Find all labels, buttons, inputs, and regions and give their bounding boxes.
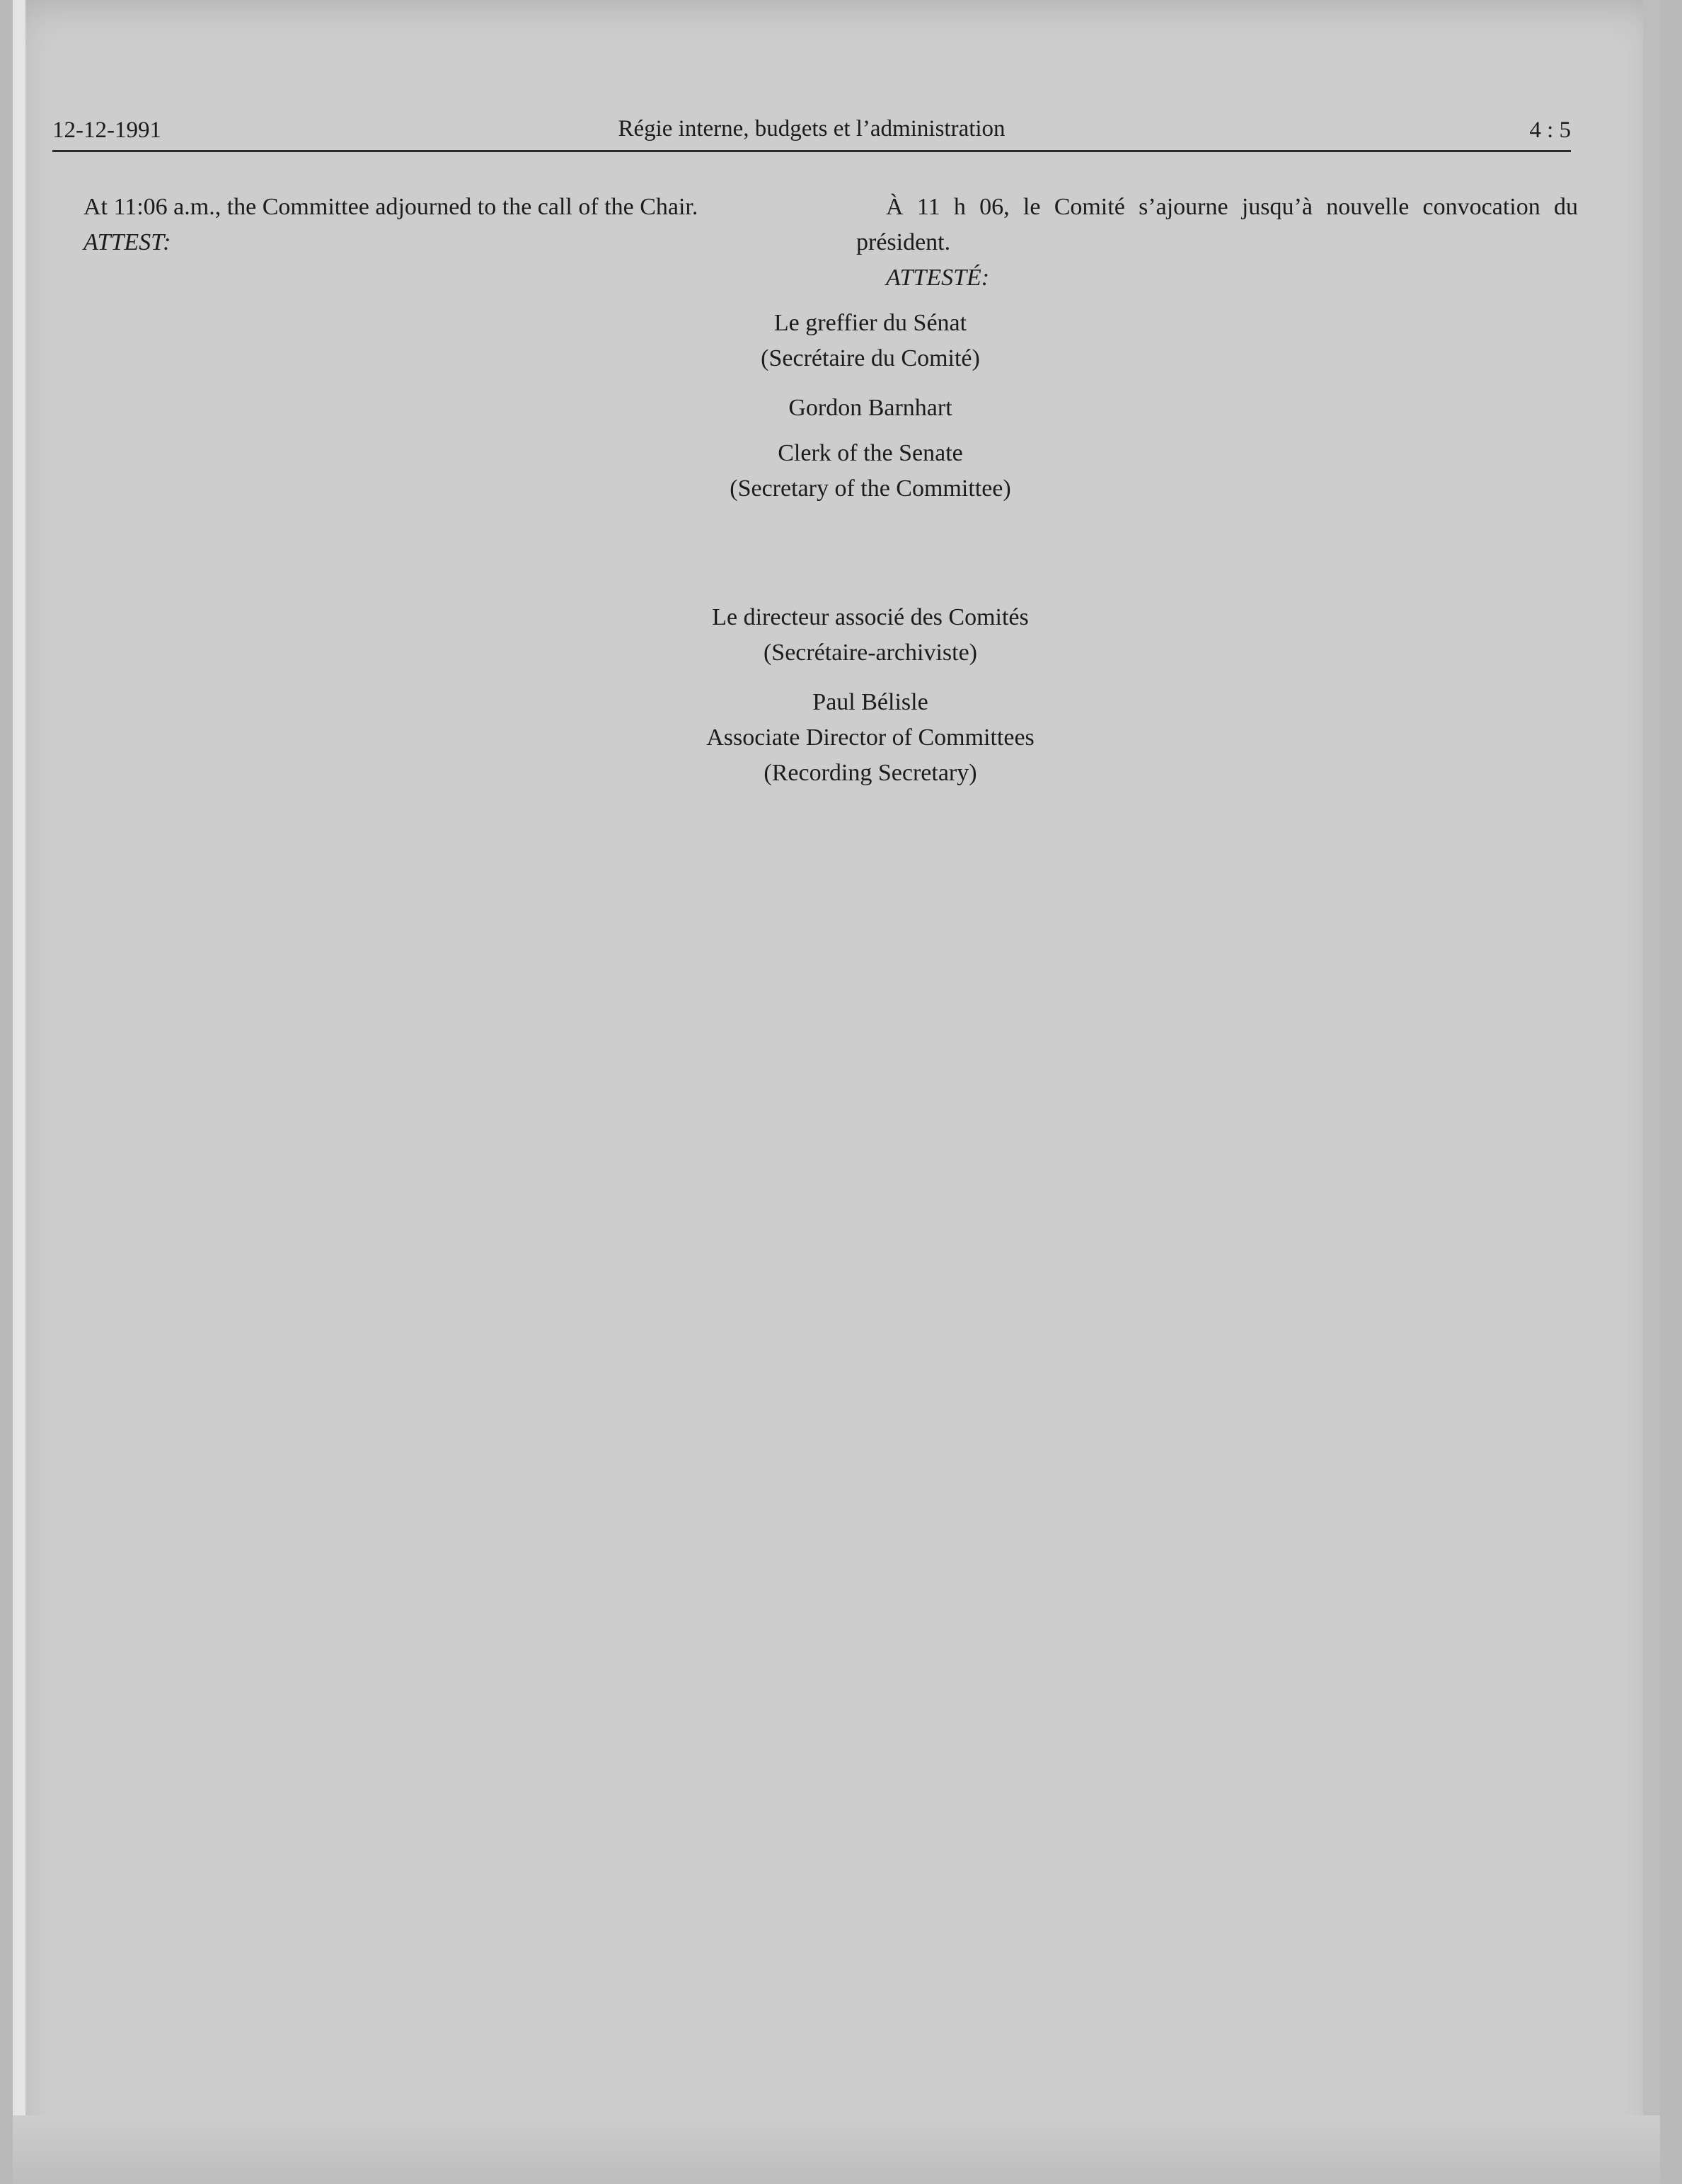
attest-label-en: ATTEST: (83, 229, 171, 255)
page-left-edge (13, 0, 25, 2184)
director-signature-block (495, 600, 1245, 791)
clerk-title-en: Clerk of the Senate (778, 440, 963, 466)
english-column (54, 190, 790, 260)
header-page-number: 4 : 5 (1529, 117, 1571, 143)
clerk-role-fr: (Secrétaire du Comité) (761, 345, 980, 371)
director-title-fr: Le directeur associé des Comités (712, 604, 1029, 630)
page-bottom-shadow (13, 2115, 1660, 2184)
director-role-fr: (Secrétaire-archiviste) (763, 640, 978, 666)
clerk-role-en: (Secretary of the Committee) (730, 475, 1011, 502)
clerk-name: Gordon Barnhart (788, 395, 952, 421)
director-name: Paul Bélisle (812, 689, 928, 715)
director-title-en: Associate Director of Committees (706, 724, 1035, 751)
clerk-signature-block (495, 306, 1245, 507)
header-date: 12-12-1991 (52, 117, 161, 143)
header-title: Régie interne, budgets et l’administration (618, 116, 1006, 141)
header-rule (52, 150, 1571, 152)
adjournment-text-fr: À 11 h 06, le Comité s’ajourne jusqu’à nouvelle convocation du président. (856, 194, 1578, 255)
attest-label-fr: ATTESTÉ: (886, 265, 990, 291)
adjournment-text-en: At 11:06 a.m., the Committee adjourned to the call of the Chair. (83, 194, 698, 220)
french-column (856, 190, 1578, 296)
director-role-en: (Recording Secretary) (764, 760, 977, 786)
page-right-edge (1643, 0, 1660, 2184)
running-header (52, 117, 1571, 150)
clerk-title-fr: Le greffier du Sénat (773, 310, 967, 336)
